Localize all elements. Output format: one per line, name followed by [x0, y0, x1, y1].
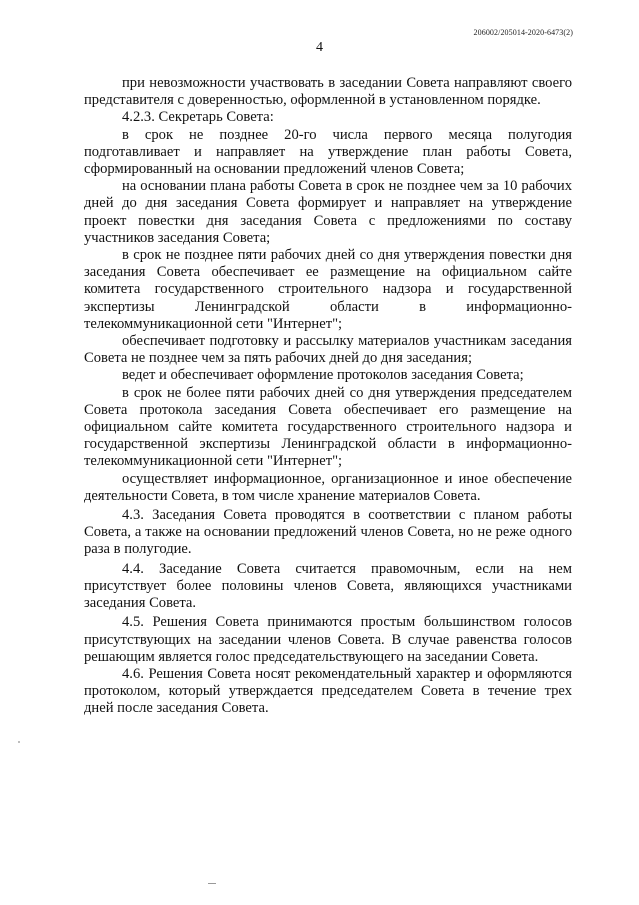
document-id: 206002/205014-2020-6473(2): [473, 28, 573, 37]
paragraph-4-5: 4.5. Решения Совета принимаются простым большинством голосов присутствующих на заседании членов Совета. В случае равенства голосов решающим является голос председательствующего на заседании Совета.: [84, 614, 572, 665]
paragraph-4-3: 4.3. Заседания Совета проводятся в соответствии с планом работы Совета, а также на основании предложений членов Совета, но не реже одного раза в полугодие.: [84, 507, 572, 558]
paragraph-materials-distribution: обеспечивает подготовку и рассылку материалов участникам заседания Совета не позднее чем за пять рабочих дней до дня заседания;: [84, 333, 572, 367]
paragraph-minutes-publication: в срок не более пяти рабочих дней со дня утверждения председателем Совета протокола заседания Совета обеспечивает его размещение на официальном сайте комитета государственного строительного надзора и государственной экспертизы Ленинградской области в информационно-телекоммуникационной сети "Интернет";: [84, 384, 572, 470]
page-number: 4: [316, 40, 323, 55]
paragraph-4-4: 4.4. Заседание Совета считается правомочным, если на нем присутствует более половины членов Совета, являющихся участниками заседания Совета.: [84, 560, 572, 612]
paragraph-4-6: 4.6. Решения Совета носят рекомендательный характер и оформляются протоколом, который утверждается председателем Совета в течение трех дней после заседания Совета.: [84, 665, 572, 717]
document-body: [84, 75, 572, 718]
paragraph-support: осуществляет информационное, организационное и иное обеспечение деятельности Совета, в том числе хранение материалов Совета.: [84, 470, 572, 504]
paragraph-secretary-heading: 4.2.3. Секретарь Совета:: [122, 109, 274, 126]
scan-artifact-line: [208, 883, 216, 884]
scan-artifact-dot: [18, 741, 20, 743]
paragraph-agenda-publication: в срок не позднее пяти рабочих дней со дня утверждения повестки дня заседания Совета обеспечивает ее размещение на официальном сайте комитета государственного строительного надзора и государственной экспертизы Ленинградской области в информационно-телекоммуникационной сети "Интернет";: [84, 247, 572, 332]
paragraph-work-plan: в срок не позднее 20-го числа первого месяца полугодия подготавливает и направляет на утверждение план работы Совета, сформированный на основании предложений членов Совета;: [84, 126, 572, 178]
paragraph-representative: при невозможности участвовать в заседании Совета направляют своего представителя с доверенностью, оформленной в установленном порядке.: [84, 75, 572, 109]
paragraph-minutes: ведет и обеспечивает оформление протоколов заседания Совета;: [122, 367, 524, 384]
paragraph-agenda-draft: на основании плана работы Совета в срок не позднее чем за 10 рабочих дней до дня заседания Совета формирует и направляет на утверждение проект повестки дня заседания Совета с предложениями по составу участников заседания Совета;: [84, 178, 572, 246]
